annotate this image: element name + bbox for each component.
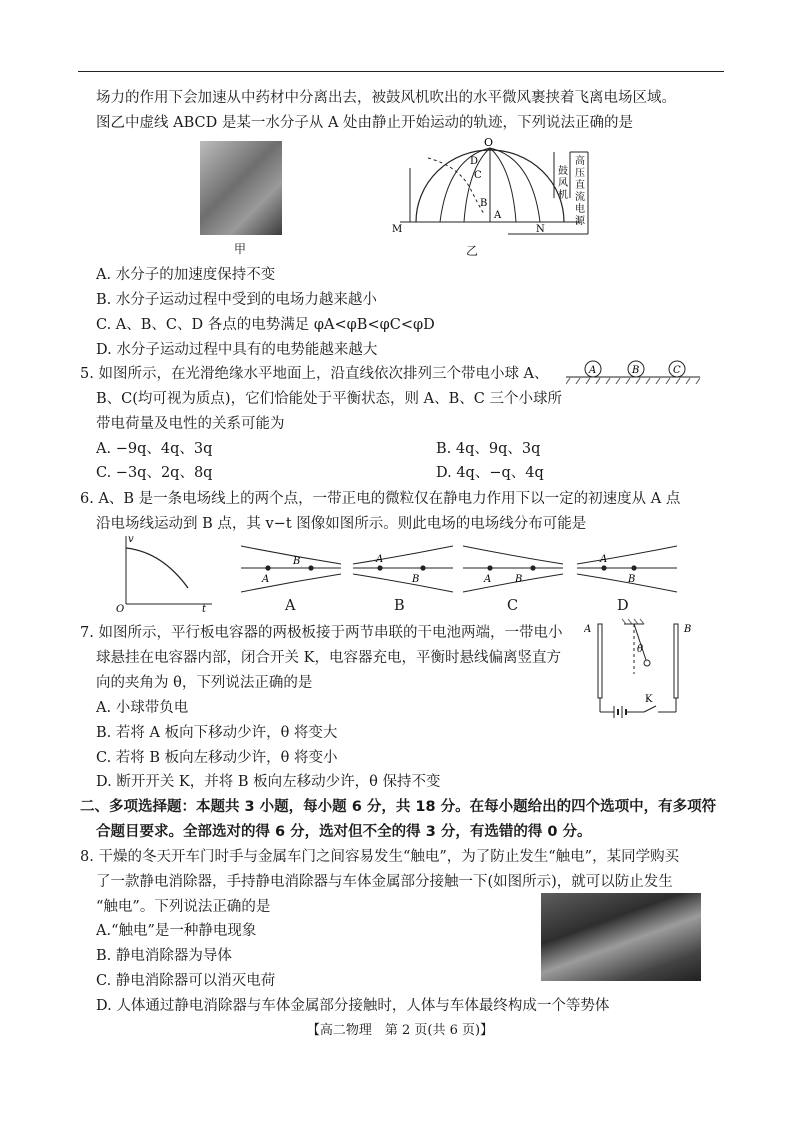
field-a-point-b: B	[293, 556, 301, 567]
page-footer: 【高二物理 第 2 页(共 6 页)】	[306, 1023, 494, 1038]
ball-b-label: B	[632, 365, 640, 376]
q5-option-b: B. 4q、9q、3q	[436, 441, 541, 457]
q4-option-a: A. 水分子的加速度保持不变	[96, 267, 276, 283]
fig-letter-B: B	[480, 198, 488, 209]
ball-a-label: A	[589, 365, 597, 376]
field-option-b-figure	[348, 540, 458, 598]
field-option-a-figure	[236, 540, 346, 598]
static-eliminator-photo	[541, 893, 701, 981]
blower-label-2: 风	[558, 178, 568, 189]
q5-stem-line2: B、C(均可视为质点)，它们恰能处于平衡状态，则 A、B、C 三个小球所	[96, 391, 563, 407]
q7-option-d: D. 断开开关 K，并将 B 板向左移动少许，θ 保持不变	[96, 774, 441, 790]
q5-stem-line3: 带电荷量及电性的关系可能为	[96, 416, 285, 432]
q7-stem-line2: 球悬挂在电容器内部，闭合开关 K，电容器充电，平衡时悬线偏离竖直方	[96, 650, 561, 666]
hv-label-3: 直	[575, 180, 585, 191]
q4-intro-line2: 图乙中虚线 ABCD 是某一水分子从 A 处由静止开始运动的轨迹，下列说法正确的是	[96, 115, 634, 131]
ball-c-label: C	[673, 365, 681, 376]
q6-stem-line1: 6. A、B 是一条电场线上的两个点，一带正电的微粒仅在静电力作用下以一定的初速度从 A 点	[80, 491, 681, 507]
vt-axis-t: t	[202, 604, 207, 614]
section2-heading-line1: 二、多项选择题：本题共 3 小题，每小题 6 分，共 18 分。在每小题给出的四个选项中，有多项符	[80, 799, 717, 815]
section2-heading-line2: 合题目要求。全部选对的得 6 分，选对但不全的得 3 分，有选错的得 0 分。	[96, 824, 592, 840]
plate-b-label: B	[684, 624, 692, 635]
field-c-point-b: B	[515, 574, 523, 585]
q7-stem-line3: 向的夹角为 θ，下列说法正确的是	[96, 675, 313, 691]
field-diagram	[388, 138, 603, 240]
q8-option-c: C. 静电消除器可以消灭电荷	[96, 973, 276, 989]
field-c-point-a: A	[484, 574, 492, 585]
vt-graph	[112, 532, 216, 614]
q5-stem-line1: 5. 如图所示，在光滑绝缘水平地面上，沿直线依次排列三个带电小球 A、	[80, 366, 549, 382]
spray-dryer-photo	[200, 141, 282, 235]
q8-stem-line2: 了一款静电消除器，手持静电消除器与车体金属部分接触一下(如图所示)，就可以防止发生	[96, 874, 673, 890]
blower-label-1: 鼓	[558, 166, 568, 177]
hv-label-1: 高	[575, 156, 585, 167]
hv-label-4: 流	[575, 192, 585, 203]
three-balls-figure	[566, 357, 700, 385]
q8-option-a: A.“触电”是一种静电现象	[96, 923, 257, 939]
q7-option-c: C. 若将 B 板向左移动少许，θ 将变小	[96, 750, 338, 766]
q6-option-b-label: B	[394, 598, 405, 614]
fig-letter-D: D	[470, 156, 479, 167]
q8-stem-line1: 8. 干燥的冬天开车门时手与金属车门之间容易发生“触电”，为了防止发生“触电”，某同学购买	[80, 849, 680, 865]
capacitor-figure	[584, 618, 696, 720]
field-b-point-a: A	[376, 554, 384, 565]
q6-option-a-label: A	[285, 598, 296, 614]
field-d-point-a: A	[600, 554, 608, 565]
q5-option-d: D. 4q、−q、4q	[436, 465, 544, 481]
field-option-d-figure	[572, 540, 682, 598]
field-d-point-b: B	[628, 574, 636, 585]
hv-label-2: 压	[575, 168, 585, 179]
q6-option-d-label: D	[617, 598, 629, 614]
fig-letter-O: O	[484, 138, 494, 149]
q6-option-c-label: C	[507, 598, 519, 614]
field-b-point-b: B	[412, 574, 420, 585]
fig-letter-A: A	[494, 210, 502, 221]
q7-stem-line1: 7. 如图所示，平行板电容器的两极板接于两节串联的干电池两端，一带电小	[80, 625, 563, 641]
fig-letter-C: C	[474, 170, 482, 181]
q5-option-c: C. −3q、2q、8q	[96, 465, 213, 481]
switch-k-label: K	[645, 694, 653, 705]
field-a-point-a: A	[262, 574, 270, 585]
q4-option-b: B. 水分子运动过程中受到的电场力越来越小	[96, 292, 377, 308]
q8-option-d: D. 人体通过静电消除器与车体金属部分接触时，人体与车体最终构成一个等势体	[96, 998, 610, 1014]
q4-option-c: C. A、B、C、D 各点的电势满足 φA<φB<φC<φD	[96, 317, 435, 333]
q6-stem-line2: 沿电场线运动到 B 点，其 v−t 图像如图所示。则此电场的电场线分布可能是	[96, 516, 587, 532]
q5-option-a: A. −9q、4q、3q	[96, 441, 213, 457]
plate-a-label: A	[584, 624, 592, 635]
fig-letter-N: N	[536, 224, 545, 235]
hv-label-5: 电	[575, 204, 585, 215]
header-rule	[78, 71, 724, 72]
q8-option-b: B. 静电消除器为导体	[96, 948, 232, 964]
fig-letter-M: M	[392, 224, 403, 235]
fig-label-jia: 甲	[234, 242, 247, 256]
q4-intro-line1: 场力的作用下会加速从中药材中分离出去，被鼓风机吹出的水平微风裹挟着飞离电场区域。	[96, 90, 676, 106]
q7-option-b: B. 若将 A 板向下移动少许，θ 将变大	[96, 725, 338, 741]
vt-axis-v: v	[128, 534, 134, 545]
hv-label-6: 源	[575, 216, 585, 227]
q8-stem-line3: “触电”。下列说法正确的是	[96, 899, 271, 915]
q4-option-d: D. 水分子运动过程中具有的电势能越来越大	[96, 342, 378, 358]
angle-theta-label: θ	[637, 644, 644, 655]
vt-origin: O	[116, 604, 125, 614]
q7-option-a: A. 小球带负电	[96, 700, 189, 716]
blower-label-3: 机	[558, 190, 568, 201]
field-option-c-figure	[458, 540, 568, 598]
fig-label-yi: 乙	[466, 244, 479, 258]
